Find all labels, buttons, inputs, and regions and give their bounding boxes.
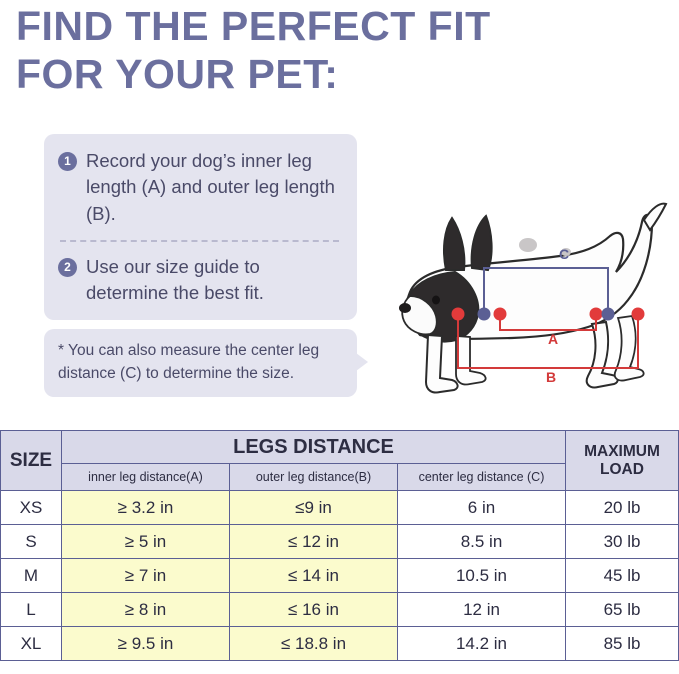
cell-size: XL	[1, 627, 62, 661]
step-number-badge: 1	[58, 152, 77, 171]
instructions-panel	[44, 134, 357, 397]
cell-load: 20 lb	[566, 491, 679, 525]
size-table-wrapper	[0, 430, 679, 661]
table-row	[1, 491, 679, 525]
cell-size: L	[1, 593, 62, 627]
table-row	[1, 525, 679, 559]
header-maximum-load-line1: MAXIMUM	[584, 442, 660, 460]
instruction-step-2	[58, 254, 341, 307]
cell-inner: ≥ 3.2 in	[62, 491, 230, 525]
cell-outer: ≤ 18.8 in	[230, 627, 398, 661]
instruction-note-box	[44, 329, 357, 397]
page-title-line2: FOR YOUR PET:	[16, 51, 339, 98]
cell-load: 45 lb	[566, 559, 679, 593]
cell-center: 8.5 in	[398, 525, 566, 559]
dog-illustration-svg	[360, 110, 670, 420]
cell-load: 65 lb	[566, 593, 679, 627]
instruction-note-text: * You can also measure the center leg distance (C) to determine the size.	[58, 342, 320, 382]
table-row	[1, 559, 679, 593]
header-legs-distance: LEGS DISTANCE	[62, 431, 566, 464]
instruction-steps-box	[44, 134, 357, 320]
cell-inner: ≥ 9.5 in	[62, 627, 230, 661]
cell-inner: ≥ 5 in	[62, 525, 230, 559]
instruction-step-1	[58, 148, 341, 227]
header-outer-leg-distance: outer leg distance(B)	[230, 464, 398, 491]
header-inner-leg-distance: inner leg distance(A)	[62, 464, 230, 491]
cell-outer: ≤ 14 in	[230, 559, 398, 593]
cell-center: 14.2 in	[398, 627, 566, 661]
size-table	[0, 430, 679, 661]
cell-inner: ≥ 7 in	[62, 559, 230, 593]
header-maximum-load	[566, 431, 679, 491]
cell-inner: ≥ 8 in	[62, 593, 230, 627]
page-title-line1: FIND THE PERFECT FIT	[16, 3, 491, 49]
cell-size: M	[1, 559, 62, 593]
header-center-leg-distance: center leg distance (C)	[398, 464, 566, 491]
dimension-label-c: C	[559, 246, 570, 262]
cell-outer: ≤9 in	[230, 491, 398, 525]
dimension-label-b: B	[546, 369, 557, 385]
cell-outer: ≤ 16 in	[230, 593, 398, 627]
header-maximum-load-line2: LOAD	[600, 460, 644, 478]
cell-outer: ≤ 12 in	[230, 525, 398, 559]
instruction-step-1-text: Record your dog’s inner leg length (A) and outer leg length (B).	[86, 150, 335, 224]
cell-center: 10.5 in	[398, 559, 566, 593]
table-row	[1, 627, 679, 661]
cell-load: 30 lb	[566, 525, 679, 559]
table-row	[1, 593, 679, 627]
cell-load: 85 lb	[566, 627, 679, 661]
dog-diagram	[360, 110, 670, 420]
divider	[60, 240, 339, 242]
page-title	[16, 2, 656, 99]
dimension-label-a: A	[548, 331, 559, 347]
cell-center: 12 in	[398, 593, 566, 627]
cell-size: S	[1, 525, 62, 559]
step-number-badge: 2	[58, 258, 77, 277]
cell-center: 6 in	[398, 491, 566, 525]
table-header-row-top	[1, 431, 679, 464]
header-size: SIZE	[1, 431, 62, 491]
cell-size: XS	[1, 491, 62, 525]
instruction-step-2-text: Use our size guide to determine the best fit.	[86, 255, 264, 304]
